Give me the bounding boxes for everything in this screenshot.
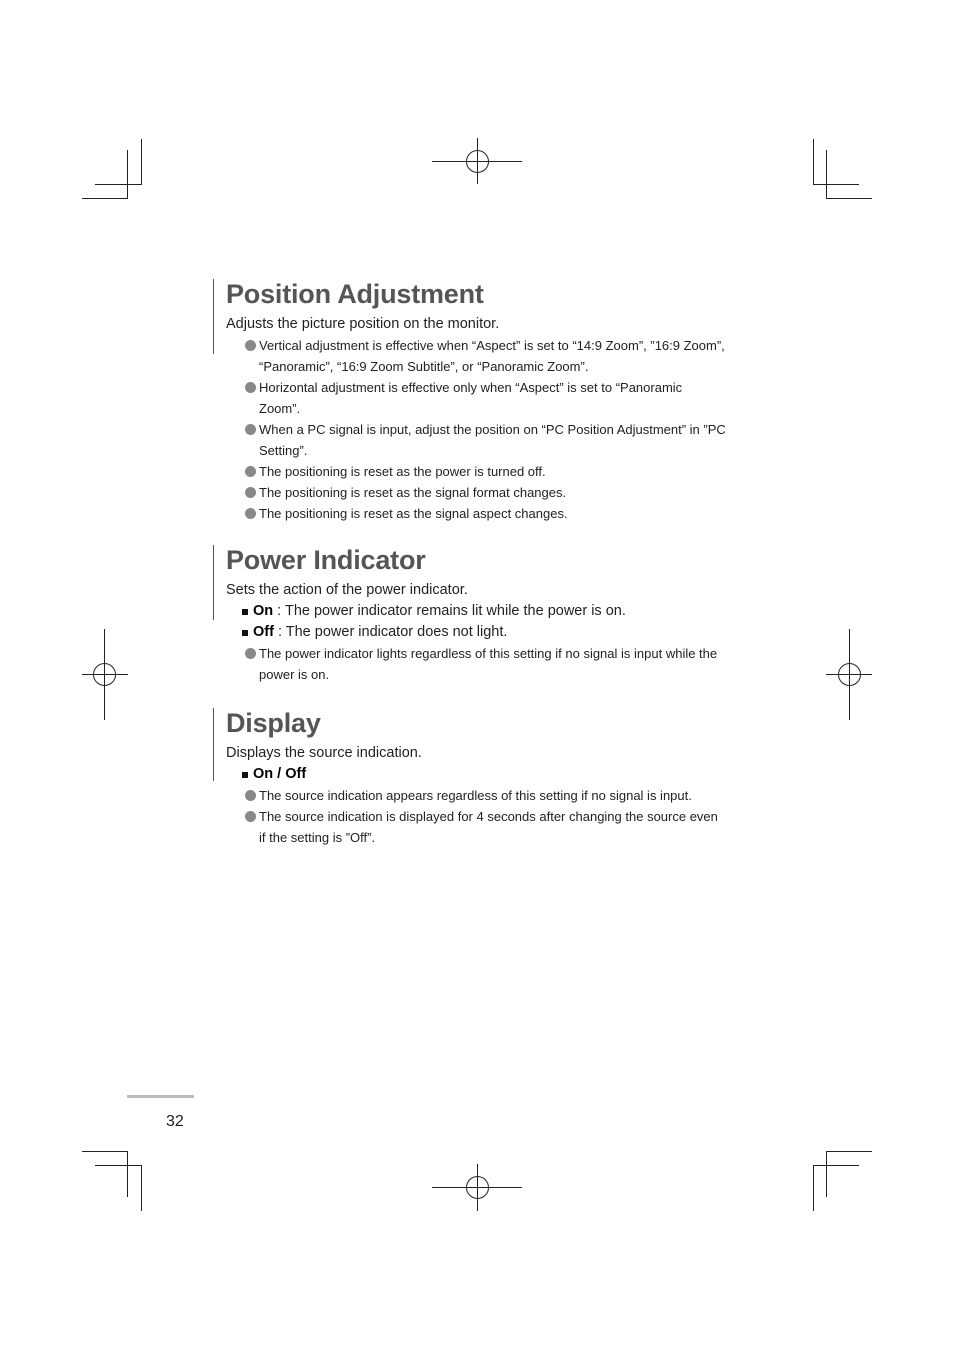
bullet-icon	[245, 508, 256, 519]
bullet-icon	[245, 424, 256, 435]
section-title: Display	[226, 708, 321, 738]
option-off: Off : The power indicator does not light.	[226, 622, 726, 643]
section-bar	[213, 545, 214, 620]
list-item: The positioning is reset as the signal aspect changes.	[226, 503, 726, 524]
bullet-icon	[245, 340, 256, 351]
section-position-adjustment	[226, 279, 726, 524]
square-bullet-icon	[242, 772, 248, 778]
list-item: The positioning is reset as the power is turned off.	[226, 461, 726, 482]
section-intro: Adjusts the picture position on the monitor.	[226, 316, 500, 332]
option-on-off: On / Off	[226, 764, 726, 785]
section-display	[226, 708, 726, 848]
bullet-icon	[245, 382, 256, 393]
bullet-icon	[245, 811, 256, 822]
section-intro: Sets the action of the power indicator.	[226, 582, 468, 598]
bullet-icon	[245, 648, 256, 659]
square-bullet-icon	[242, 609, 248, 615]
bullet-icon	[245, 790, 256, 801]
list-item: When a PC signal is input, adjust the position on “PC Position Adjustment” in ”PC Setting”.	[226, 419, 726, 461]
list-item: The power indicator lights regardless of this setting if no signal is input while the power is on.	[226, 643, 726, 685]
section-intro: Displays the source indication.	[226, 745, 422, 761]
section-bar	[213, 279, 214, 354]
page-number: 32	[166, 1113, 184, 1130]
section-bar	[213, 708, 214, 781]
bullet-icon	[245, 487, 256, 498]
option-on: On : The power indicator remains lit while the power is on.	[226, 601, 726, 622]
list-item: The source indication is displayed for 4 seconds after changing the source even if the setting is ”Off”.	[226, 806, 726, 848]
section-title: Position Adjustment	[226, 279, 484, 309]
section-title: Power Indicator	[226, 545, 426, 575]
list-item: The source indication appears regardless of this setting if no signal is input.	[226, 785, 726, 806]
footer-rule	[127, 1095, 194, 1098]
square-bullet-icon	[242, 630, 248, 636]
list-item: Vertical adjustment is effective when “Aspect” is set to “14:9 Zoom”, ”16:9 Zoom”, “Panoramic”, “16:9 Zoom Subtitle”, or “Panoramic Zoom”.	[226, 335, 726, 377]
list-item: Horizontal adjustment is effective only when “Aspect” is set to “Panoramic Zoom”.	[226, 377, 726, 419]
section-power-indicator	[226, 545, 726, 685]
bullet-icon	[245, 466, 256, 477]
list-item: The positioning is reset as the signal format changes.	[226, 482, 726, 503]
